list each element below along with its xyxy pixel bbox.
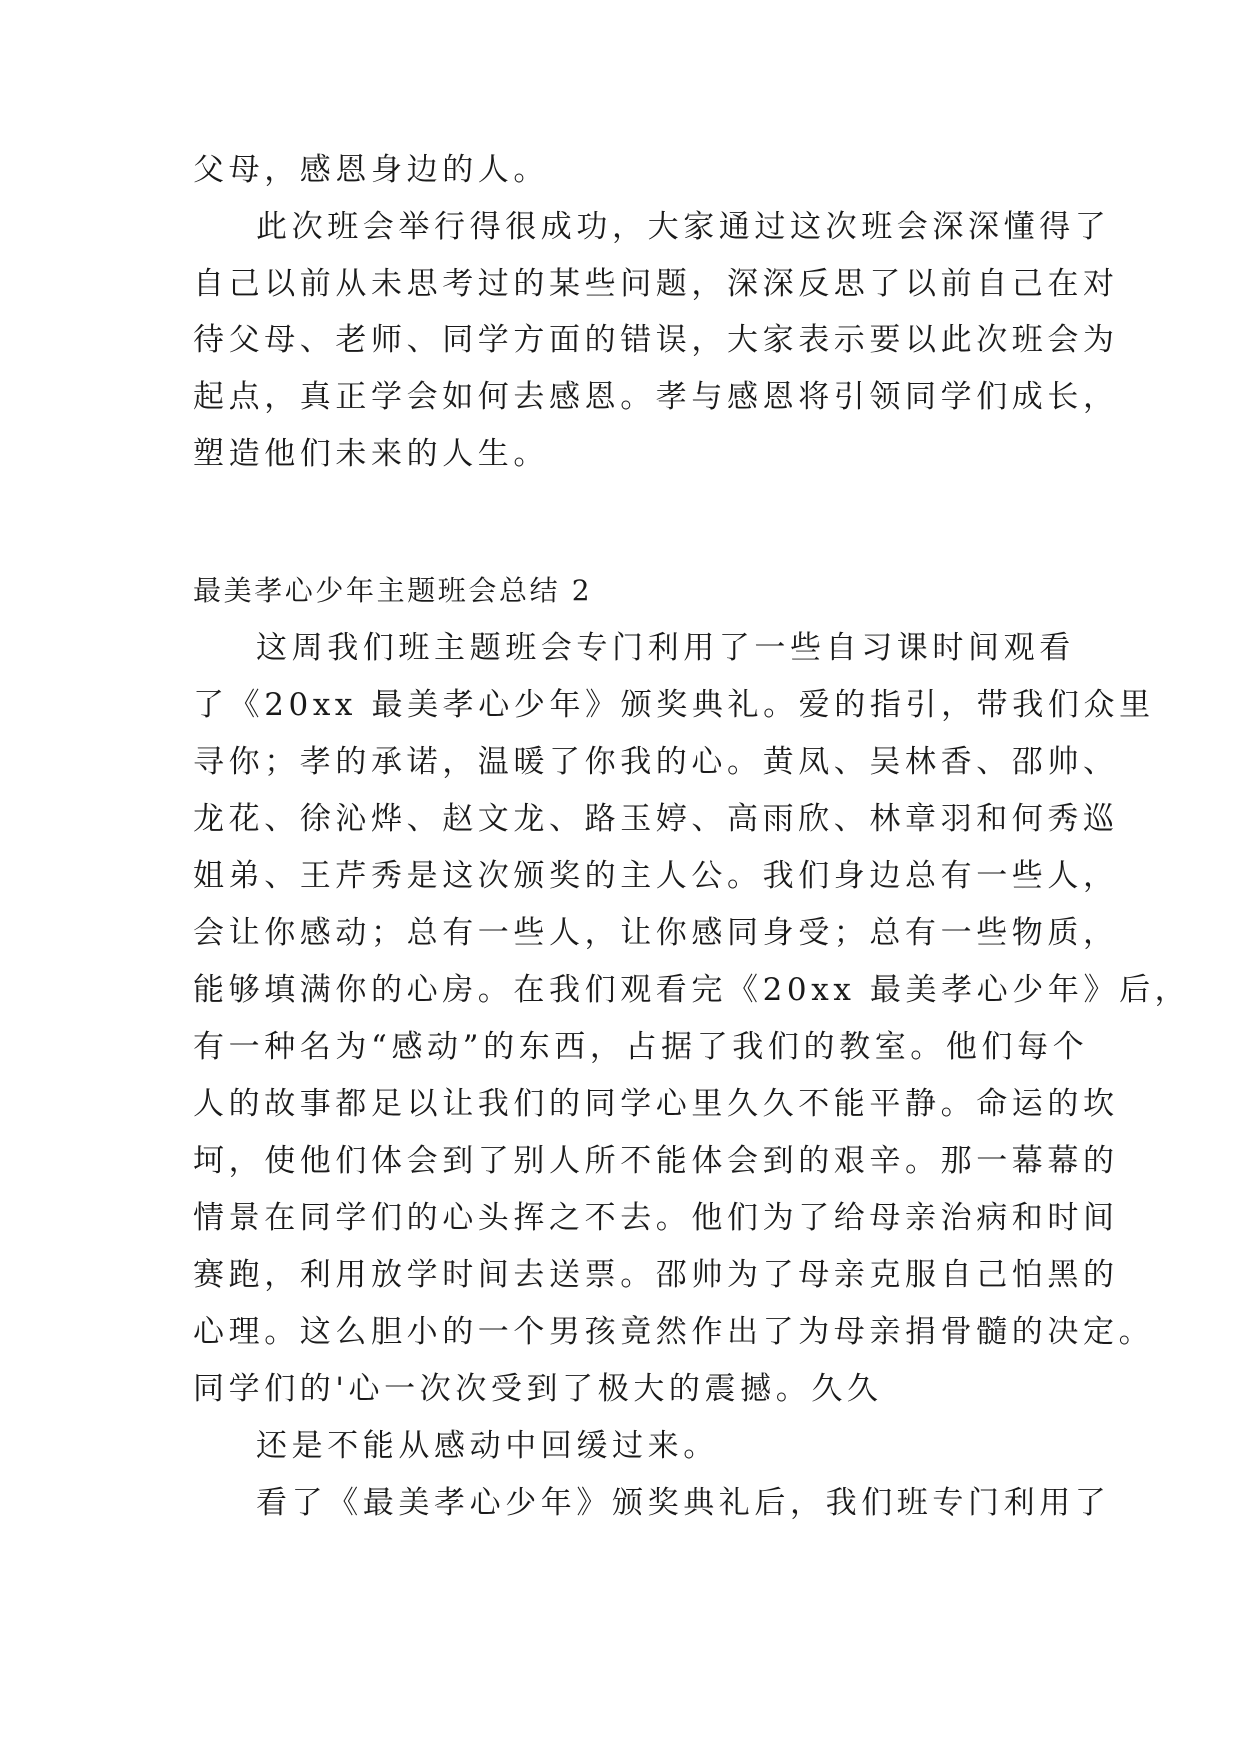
- text-line: 坷，使他们体会到了别人所不能体会到的艰辛。那一幕幕的: [193, 1143, 1119, 1179]
- text-line: 心理。这么胆小的一个男孩竟然作出了为母亲捐骨髓的决定。: [193, 1314, 1155, 1350]
- text-line: 姐弟、王芹秀是这次颁奖的主人公。我们身边总有一些人，: [193, 858, 1119, 894]
- text-line: 塑造他们未来的人生。: [193, 436, 549, 472]
- text-line: 会让你感动；总有一些人，让你感同身受；总有一些物质，: [193, 915, 1119, 951]
- text-line: 起点，真正学会如何去感恩。孝与感恩将引领同学们成长，: [193, 379, 1119, 415]
- text-line: 情景在同学们的心头挥之不去。他们为了给母亲治病和时间: [193, 1200, 1119, 1236]
- text-line: 待父母、老师、同学方面的错误，大家表示要以此次班会为: [193, 322, 1119, 358]
- section-heading: 最美孝心少年主题班会总结 2: [193, 574, 593, 607]
- text-line: 这周我们班主题班会专门利用了一些自习课时间观看: [256, 630, 1075, 666]
- text-line: 人的故事都足以让我们的同学心里久久不能平静。命运的坎: [193, 1086, 1119, 1122]
- text-line: 赛跑，利用放学时间去送票。邵帅为了母亲克服自己怕黑的: [193, 1257, 1119, 1293]
- text-line: 有一种名为“感动”的东西，占据了我们的教室。他们每个: [193, 1029, 1089, 1065]
- text-line: 龙花、徐沁烨、赵文龙、路玉婷、高雨欣、林章羽和何秀巡: [193, 801, 1119, 837]
- text-line: 还是不能从感动中回缓过来。: [256, 1428, 719, 1464]
- text-line: 能够填满你的心房。在我们观看完《20xx 最美孝心少年》后，: [193, 972, 1191, 1008]
- text-line: 此次班会举行得很成功，大家通过这次班会深深懂得了: [256, 209, 1111, 245]
- text-line: 了《20xx 最美孝心少年》颁奖典礼。爱的指引，带我们众里: [193, 687, 1155, 723]
- text-line: 父母，感恩身边的人。: [193, 152, 549, 188]
- text-line: 自己以前从未思考过的某些问题，深深反思了以前自己在对: [193, 266, 1119, 302]
- text-line: 同学们的'心一次次受到了极大的震撼。久久: [193, 1371, 883, 1407]
- text-line: 看了《最美孝心少年》颁奖典礼后，我们班专门利用了: [256, 1485, 1111, 1521]
- text-line: 寻你；孝的承诺，温暖了你我的心。黄凤、吴林香、邵帅、: [193, 744, 1119, 780]
